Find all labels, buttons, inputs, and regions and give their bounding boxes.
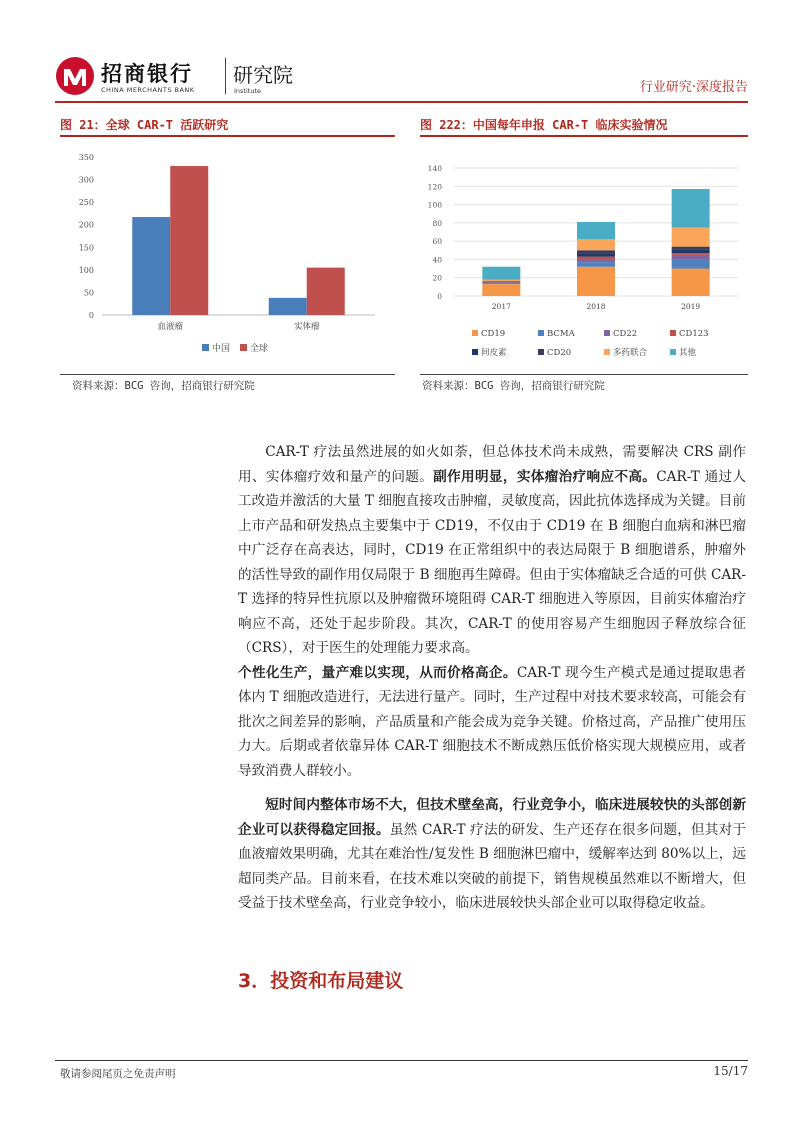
- stacked-bar-segment: [577, 239, 615, 250]
- stacked-bar-segment: [672, 269, 710, 296]
- legend-swatch: [604, 330, 610, 336]
- stacked-bar-segment: [672, 259, 710, 268]
- legend-label: CD123: [679, 329, 709, 339]
- legend-swatch: [538, 330, 544, 336]
- x-tick-label: 实体瘤: [293, 322, 320, 332]
- legend-label: 中国: [212, 344, 231, 354]
- figure-1-chart: [60, 140, 395, 370]
- stacked-bar-segment: [672, 249, 710, 253]
- stacked-bar-segment: [577, 222, 615, 239]
- legend-swatch: [202, 344, 209, 351]
- legend-swatch: [472, 349, 478, 355]
- y-tick-label: 80: [432, 218, 442, 228]
- legend-label: 间皮素: [481, 348, 507, 358]
- stacked-bar-segment: [482, 282, 520, 283]
- y-tick-label: 140: [427, 164, 442, 173]
- figure-1-title: 图 21：全球 CAR-T 活跃研究: [60, 118, 229, 132]
- page-number: 15/17: [713, 1064, 748, 1078]
- stacked-bar-segment: [672, 189, 710, 227]
- header-rule: [55, 101, 748, 103]
- figure-2-title: 图 222：中国每年申报 CAR-T 临床实验情况: [420, 118, 668, 132]
- bar: [269, 298, 307, 315]
- y-tick-label: 200: [78, 220, 94, 230]
- x-tick-label: 2017: [491, 302, 511, 311]
- footer-disclaimer: 敬请参阅尾页之免责声明: [60, 1068, 176, 1080]
- y-tick-label: 50: [83, 288, 94, 298]
- figure-1-source: 资料来源：BCG 咨询，招商银行研究院: [72, 380, 255, 392]
- y-tick-label: 20: [432, 273, 442, 283]
- stacked-bar-segment: [482, 284, 520, 296]
- legend-label: CD22: [613, 329, 638, 339]
- stacked-bar-segment: [577, 259, 615, 262]
- y-tick-label: 100: [427, 200, 442, 210]
- legend-label: 全球: [250, 344, 269, 354]
- legend-label: BCMA: [547, 329, 575, 339]
- stacked-bar-segment: [577, 257, 615, 260]
- x-tick-label: 2018: [586, 302, 606, 311]
- stacked-bar-segment: [577, 250, 615, 254]
- y-tick-label: 350: [78, 153, 94, 162]
- stacked-bar-segment: [577, 254, 615, 257]
- y-tick-label: 0: [88, 311, 94, 320]
- legend-swatch: [604, 349, 610, 355]
- p1-bold-production: 个性化生产，量产难以实现，从而价格高企。: [238, 664, 517, 681]
- figure-2-bottom-rule: [420, 374, 748, 375]
- stacked-bar-segment: [672, 227, 710, 246]
- figure-2-rule: [420, 135, 748, 137]
- stacked-bar-segment: [577, 262, 615, 267]
- figure-1-rule: [60, 135, 395, 137]
- legend-label: CD20: [547, 348, 572, 358]
- bar: [132, 217, 170, 315]
- footer-rule: [55, 1060, 748, 1061]
- body-paragraph-1: [238, 440, 746, 783]
- p1-bold-side-effects: 副作用明显，实体瘤治疗响应不高。: [433, 468, 657, 485]
- y-tick-label: 120: [427, 182, 442, 192]
- legend-swatch: [240, 344, 247, 351]
- y-tick-label: 60: [432, 237, 442, 247]
- bar: [307, 268, 345, 315]
- body-paragraph-2: [238, 793, 746, 916]
- stacked-bar-segment: [482, 281, 520, 282]
- y-tick-label: 250: [78, 198, 94, 208]
- legend-label: 其他: [679, 348, 697, 358]
- legend-label: CD19: [481, 329, 506, 339]
- p2-detail: 虽然 CAR-T 疗法的研发、生产还存在很多问题，但其对于血液瘤效果明确，尤其在难治性/复发性 B 细胞淋巴瘤中，缓解率达到 80%以上，远超同类产品。目前来看，在技术难以突破的前提下，销售规模虽然难以不断增大，但受益于技术壁垒高，行业竞争较小，临床进展较快头部企业可以取得稳定收益。: [238, 821, 746, 911]
- institute-english: Institute: [234, 87, 261, 95]
- y-tick-label: 300: [78, 175, 94, 185]
- stacked-bar-segment: [672, 255, 710, 260]
- logo: [55, 56, 315, 100]
- legend-swatch: [670, 330, 676, 336]
- logo-chinese: 招商银行: [101, 62, 193, 86]
- x-tick-label: 2019: [681, 302, 701, 311]
- stacked-bar-segment: [482, 280, 520, 282]
- logo-english: CHINA MERCHANTS BANK: [101, 86, 195, 94]
- x-tick-label: 血液瘤: [157, 322, 184, 332]
- legend-label: 多药联合: [613, 348, 648, 358]
- logo-divider: [225, 58, 226, 94]
- legend-swatch: [538, 349, 544, 355]
- stacked-bar-segment: [577, 267, 615, 296]
- bar: [170, 166, 208, 315]
- p2-bold-summary: 短时间内整体市场不大，但技术壁垒高，行业竞争小，临床进展较快的头部创新企业可以获得稳定回报。: [238, 797, 746, 838]
- figure-2-source: 资料来源：BCG 咨询，招商银行研究院: [422, 380, 605, 392]
- stacked-bar-segment: [482, 267, 520, 280]
- legend-swatch: [670, 349, 676, 355]
- stacked-bar-segment: [672, 253, 710, 255]
- report-category: 行业研究·深度报告: [639, 80, 748, 95]
- stacked-bar-segment: [672, 247, 710, 250]
- stacked-bar-segment: [482, 283, 520, 284]
- p1-production-detail: CAR-T 现今生产模式是通过提取患者体内 T 细胞改造进行，无法进行量产。同时，生产过程中对技术要求较高，可能会有批次之间差异的影响，产品质量和产能会成为竞争关键。价格过高，产品推广使用压力大。后期或者依靠异体 CAR-T 细胞技术不断成熟压低价格实现大规模应用，或者导致消费人群较小。: [238, 664, 747, 779]
- p1-intro: CAR-T 疗法虽然进展的如火如荼，但总体技术尚未成熟，需要解决 CRS 副作用、实体瘤疗效和量产的问题。: [238, 444, 746, 485]
- y-tick-label: 0: [437, 292, 442, 301]
- y-tick-label: 100: [78, 265, 94, 275]
- legend-swatch: [472, 330, 478, 336]
- institute-name: 研究院: [233, 63, 293, 87]
- p1-detail: CAR-T 通过人工改造并激活的大量 T 细胞直接攻击肿瘤，灵敏度高，因此抗体选择成为关键。目前上市产品和研发热点主要集中于 CD19，不仅由于 CD19 在 B 细胞白血病和淋巴瘤中广泛存在高表达，同时，CD19 在正常组织中的表达局限于 B 细胞谱系，肿瘤外的活性导致的副作用仅局限于 B 细胞再生障碍。但由于实体瘤缺乏合适的可供 CAR-T 选择的特异性抗原以及肿瘤微环境阻碍 CAR-T 细胞进入等原因，目前实体瘤治疗响应不高，还处于起步阶段。其次，CAR-T 的使用容易产生细胞因子释放综合征（CRS），对于医生的处理能力要求高。: [238, 468, 747, 656]
- y-tick-label: 40: [432, 255, 442, 265]
- bank-logo-icon: [55, 56, 95, 96]
- y-tick-label: 150: [78, 243, 94, 253]
- section-heading: 3．投资和布局建议: [238, 970, 404, 992]
- figure-1-bottom-rule: [60, 374, 395, 375]
- figure-2-chart: [420, 140, 748, 370]
